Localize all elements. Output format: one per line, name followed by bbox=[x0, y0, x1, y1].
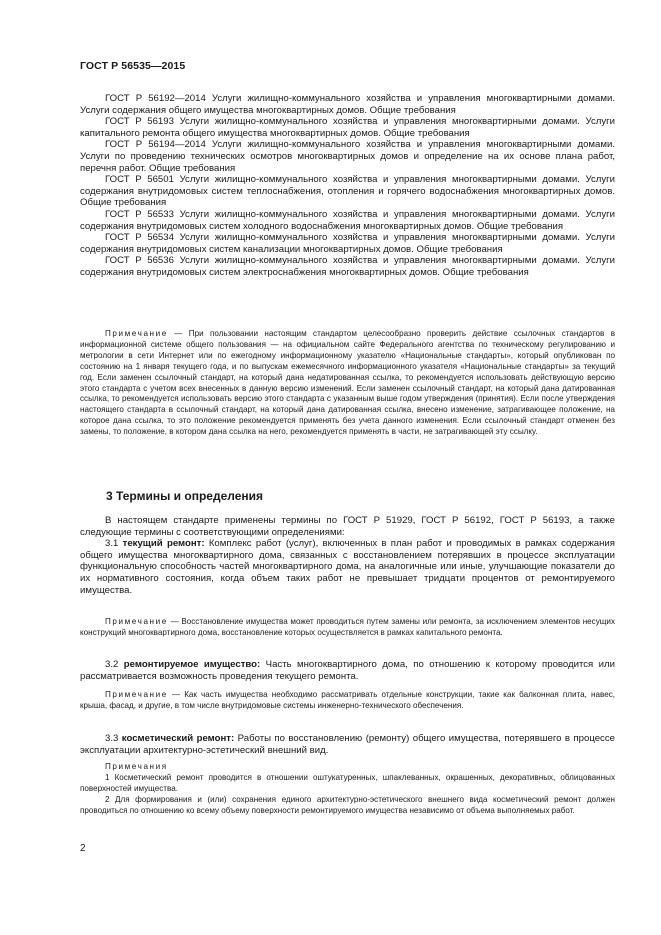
references-note bbox=[80, 329, 615, 438]
note-text: — Как часть имущества необходимо рассматривать отдельные конструкции, такие как балконная плита, навес, крыша, фасад, и другие, в том числе внутридомовые системы инженерно-технического обеспечения. bbox=[80, 690, 616, 710]
term-3-2: 3.2 ремонтируемое имущество: Часть многоквартирного дома, по отношению к которому проводится или рассматривается возможность проведения текущего ремонта. bbox=[80, 659, 616, 682]
reference-item: ГОСТ Р 56194—2014 Услуги жилищно-коммунального хозяйства и управления многоквартирными домами. Услуги по проведению технических осмотров многоквартирных домов и определение на их основе плана работ, перечня работ. Общие требования bbox=[80, 139, 615, 174]
note-label: Примечание bbox=[105, 617, 168, 626]
term-title: ремонтируемое имущество: bbox=[123, 659, 261, 670]
term-title: текущий ремонт: bbox=[122, 538, 205, 550]
term-definition: Работы по восстановлению (ремонту) общего имущества, потерявшего в процессе эксплуатации архитектурно-эстетический внешний вид. bbox=[80, 733, 615, 756]
document-header: ГОСТ Р 56535—2015 bbox=[80, 60, 186, 72]
note-label: Примечание bbox=[105, 690, 168, 699]
term-definition: Комплекс работ (услуг), включенных в план работ и проводимых в рамках содержания общего имущества многоквартирного дома, связанных с восстановлением потерявших в процессе эксплуатации функциональную способность частей многоквартирного дома, на аналогичные или иные, улучшающие показатели до их нормативного состояния, когда объем таких работ не превышает тридцати процентов от ремонтируемого имущества. bbox=[80, 538, 615, 596]
reference-item: ГОСТ Р 56193 Услуги жилищно-коммунального хозяйства и управления многоквартирными домами. Услуги капитального ремонта общего имущества многоквартирных домов. Общие требования bbox=[80, 116, 615, 139]
reference-item: ГОСТ Р 56501 Услуги жилищно-коммунального хозяйства и управления многоквартирными домами. Услуги содержания внутридомовых систем теплоснабжения, отопления и горячего водоснабжения многоквартирных домов. Общие требования bbox=[80, 174, 615, 209]
term-3-3-notes bbox=[80, 762, 615, 817]
normative-references-list bbox=[80, 93, 615, 279]
note-text: — При пользовании настоящим стандартом целесообразно проверить действие ссылочных стандартов в информационной системе общего пользования — на официальном сайте Федерального агентства по техническому регулированию и метрологии в сети Интернет или по ежегодному информационному указателю «Национальные стандарты», который опубликован по состоянию на 1 января текущего года, и по выпускам ежемесячного информационного указателя «Национальные стандарты» за текущий год. Если заменен ссылочный стандарт, на который дана недатированная ссылка, то рекомендуется использовать действующую версию этого стандарта с учетом всех внесенных в данную версию изменений. Если заменен ссылочный стандарт, на который дана датированная ссылка, то рекомендуется использовать версию этого стандарта с указанным выше годом утверждения (принятия). Если после утверждения настоящего стандарта в ссылочный стандарт, на который дана датированная ссылка, внесено изменение, затрагивающее положение, на которое дана ссылка, то это положение рекомендуется применять без учета данного изменения. Если ссылочный стандарт отменен без замены, то положение, в котором дана ссылка на него, рекомендуется применять в части, не затрагивающей эту ссылку. bbox=[80, 329, 615, 437]
term-3-1-note bbox=[80, 617, 615, 639]
term-3-1: 3.1 текущий ремонт: Комплекс работ (услуг), включенных в план работ и проводимых в рамках содержания общего имущества многоквартирного дома, связанных с восстановлением потерявших в процессе эксплуатации функциональную способность частей многоквартирного дома, на аналогичные или иные, улучшающие показатели до их нормативного состояния, когда объем таких работ не превышает тридцати процентов от ремонтируемого имущества. bbox=[80, 538, 615, 596]
section-3-body bbox=[80, 515, 615, 596]
page-number: 2 bbox=[80, 843, 86, 854]
note-item: 2 Для формирования и (или) сохранения единого архитектурно-эстетического внешнего вида косметический ремонт должен проводиться по отношению ко всему объему поверхности ремонтируемого имущества независимо от объема выполняемых работ. bbox=[80, 794, 615, 815]
section-intro: В настоящем стандарте применены термины по ГОСТ Р 51929, ГОСТ Р 56192, ГОСТ Р 56193, а также следующие термины с соответствующими определениями: bbox=[80, 515, 615, 538]
term-3-3: 3.3 косметический ремонт: Работы по восстановлению (ремонту) общего имущества, потерявшего в процессе эксплуатации архитектурно-эстетический внешний вид. bbox=[80, 733, 615, 756]
reference-item: ГОСТ Р 56533 Услуги жилищно-коммунального хозяйства и управления многоквартирными домами. Услуги содержания внутридомовых систем холодного водоснабжения многоквартирных домов. Общие требования bbox=[80, 208, 615, 232]
section-heading: 3 Термины и определения bbox=[106, 489, 264, 503]
notes-label: Примечания bbox=[105, 762, 168, 771]
term-definition: Часть многоквартирного дома, по отношению к которому проводится или рассматривается возможность проведения текущего ремонта. bbox=[80, 659, 616, 682]
note-item: 1 Косметический ремонт проводится в отношении оштукатуренных, шпаклеванных, окрашенных, декоративных, облицованных поверхностей имущества. bbox=[80, 772, 615, 793]
note-label: Примечание bbox=[105, 329, 168, 338]
reference-item: ГОСТ Р 56536 Услуги жилищно-коммунального хозяйства и управления многоквартирными домами. Услуги содержания внутридомовых систем электроснабжения многоквартирных домов. Общие требования bbox=[80, 255, 615, 278]
reference-item: ГОСТ Р 56534 Услуги жилищно-коммунального хозяйства и управления многоквартирными домами. Услуги содержания внутридомовых систем канализации многоквартирных домов. Общие требования bbox=[80, 232, 615, 255]
term-title: косметический ремонт: bbox=[121, 733, 235, 744]
section-3 bbox=[80, 489, 615, 503]
reference-item: ГОСТ Р 56192—2014 Услуги жилищно-коммунального хозяйства и управления многоквартирными домами. Услуги содержания общего имущества многоквартирных домов. Общие требования bbox=[80, 93, 615, 116]
note-text: — Восстановление имущества может проводиться путем замены или ремонта, за исключением элементов несущих конструкций многоквартирного дома, восстановление которых осуществляется в рамках капитального ремонта. bbox=[80, 617, 616, 637]
term-3-2-note bbox=[80, 690, 615, 712]
